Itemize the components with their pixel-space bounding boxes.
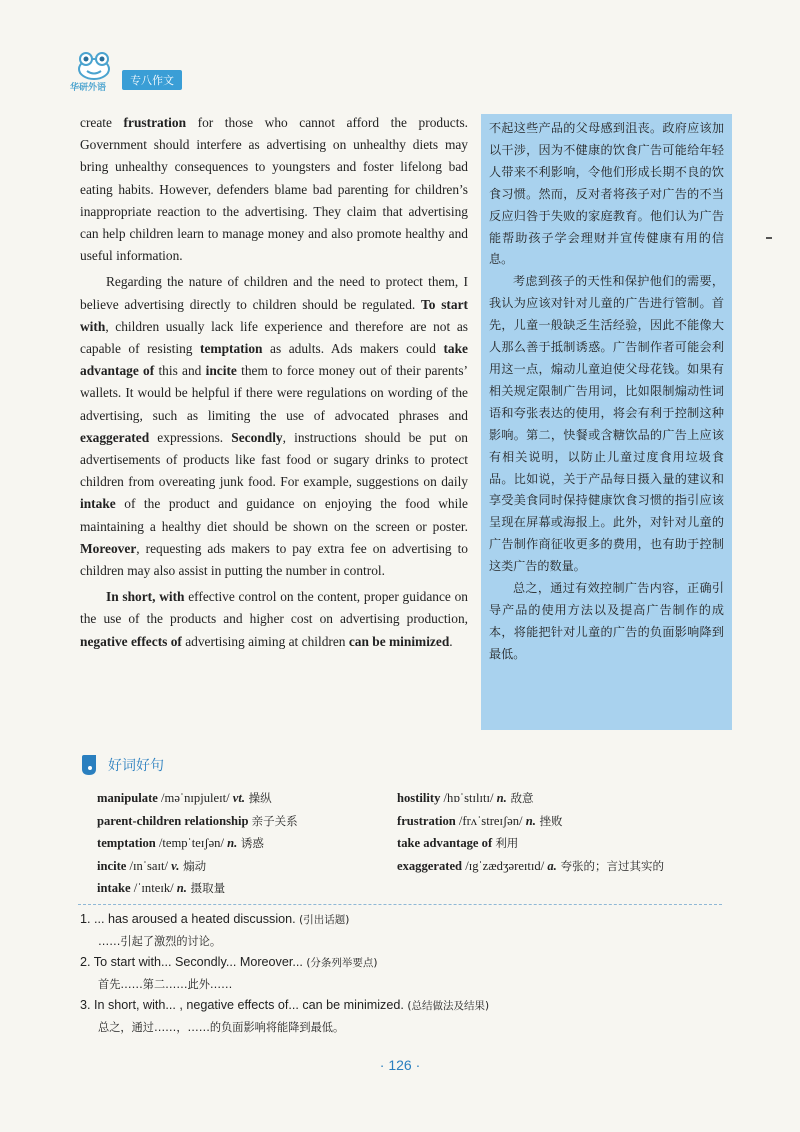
bold-term: frustration [123, 115, 187, 130]
vocab-pos: a. [547, 858, 557, 873]
text-run: of the product and guidance on enjoying the food while maintaining a healthy diet should be shown on the screen or poster. [80, 496, 468, 534]
vocab-meaning: 诱惑 [237, 836, 264, 850]
vocab-word: frustration [397, 813, 456, 828]
vocab-row [97, 832, 737, 855]
text-run: . [449, 633, 453, 649]
vocab-phonetic: /frʌˈstreɪʃən/ [455, 813, 526, 828]
vocab-pos: n. [525, 813, 536, 828]
vocab-item [97, 832, 397, 855]
sentence-cn: 首先……第二……此外…… [98, 978, 233, 991]
essay-paragraph-2 [80, 271, 468, 582]
text-run: them to force money out of their parents’ wallets. It would be helpful if there were regulations on wording of the advertising, such as limiting the use of advocated phrases and [80, 363, 468, 423]
vocab-phonetic: /hɒˈstɪlɪtɪ/ [440, 791, 497, 805]
sentence-item [80, 995, 730, 1038]
vocab-item [97, 787, 397, 810]
vocab-word: intake [97, 881, 131, 895]
vocab-item [97, 855, 397, 878]
vocab-word: take advantage of [397, 836, 493, 850]
useful-sentences [80, 909, 730, 1038]
vocab-meaning: 利用 [495, 836, 519, 850]
vocab-item [397, 787, 737, 810]
bold-term: temptation [200, 341, 263, 357]
divider [78, 904, 722, 905]
bold-term: exaggerated [80, 429, 150, 445]
bold-term: incite [205, 363, 237, 379]
sentence-en: 3. In short, with... , negative effects of... can be minimized. (总结做法及结果) [80, 998, 490, 1012]
text-run: for those who cannot afford the products. Government should interfere as advertising on unhealthy diets may bring unhealthy consequences to youngsters and foster lifelong bad eating habits. However, defenders blame bad parenting for children’s inappropriate reaction to the advertising. They claim that advertising can help children learn to manage money and also promote healthy and useful information. [80, 115, 469, 264]
frog-mascot-icon [70, 50, 118, 82]
text-run: , requesting ads makers to pay extra fee on advertising to children may also assist in putting the number in control. [80, 540, 468, 579]
text-run: as adults. Ads makers could [262, 341, 444, 357]
vocab-pos: n. [176, 881, 187, 895]
translation-box [481, 114, 732, 730]
vocab-item [97, 810, 397, 833]
essay-paragraph-3 [80, 586, 468, 653]
text-run: Regarding the nature of children and the need to protect them, I believe advertising directly to children should be regulated. [80, 274, 468, 312]
bold-term: In short, with [106, 589, 185, 605]
section-title: 好词好句 [108, 758, 164, 774]
logo-text: 华研外语 [70, 82, 107, 92]
text-run: effective control on the content, proper guidance on the use of the products and higher cost on advertising production, [80, 589, 468, 627]
vocab-row [97, 810, 737, 833]
page-number: · 126 · [379, 1057, 421, 1073]
translation-paragraph-2: 考虑到孩子的天性和保护他们的需要，我认为应该对针对儿童的广告进行管制。首先，儿童一般缺乏生活经验，因此不能像大人那么善于抵制诱惑。广告制作者可能会利用这一点，煽动儿童迫使父母花钱。如果有相关规定限制广告用词，比如限制煽动性词语和夸张表达的使用，将会有利于控制这种影响。第二，快餐或含糖饮品的广告上应该有相关说明，以防止儿童过度食用垃圾食品。比如说，关于产品每日摄入量的建议和享受美食同时保持健康饮食习惯的指引应该呈现在屏幕或海报上。此外，对针对儿童的广告制作商征收更多的费用，也有助于控制这类广告的数量。 [489, 274, 724, 574]
vocabulary-list [97, 787, 737, 900]
section-heading [80, 755, 164, 775]
sentence-item [80, 909, 730, 952]
vocab-row [97, 877, 737, 900]
vocab-phonetic: /tempˈteɪʃən/ [155, 836, 228, 850]
sentence-cn: 总之，通过……，……的负面影响将能降到最低。 [98, 1021, 345, 1034]
margin-mark [766, 237, 772, 239]
bold-term: intake [80, 496, 116, 512]
vocab-row [97, 855, 737, 878]
vocab-phonetic: /ɪgˈzædʒəreɪtɪd/ [462, 858, 548, 873]
text-run: advertising aiming at children [181, 633, 349, 649]
vocab-word: manipulate [97, 791, 158, 805]
bookmark-icon [80, 755, 98, 775]
bold-term: can be minimized [348, 633, 450, 649]
section-badge: 专八作文 [122, 70, 182, 90]
page-header [70, 50, 182, 90]
vocab-item [97, 877, 397, 900]
vocab-row [97, 787, 737, 810]
bold-term: take advantage of [80, 341, 468, 379]
vocab-meaning: 煽动 [179, 858, 207, 873]
vocab-word: incite [97, 858, 127, 873]
sentence-item [80, 952, 730, 995]
sentence-en: 1. ... has aroused a heated discussion. (引出话题) [80, 912, 350, 926]
sentence-cn: ……引起了激烈的讨论。 [98, 935, 222, 948]
vocab-phonetic: /ɪnˈsaɪt/ [126, 858, 172, 873]
vocab-word: temptation [97, 836, 156, 850]
bold-term: Moreover [80, 540, 137, 556]
vocab-item [397, 832, 737, 855]
vocab-item [397, 810, 737, 833]
vocab-word: parent-children relationship [97, 813, 249, 828]
vocab-pos: n. [227, 836, 238, 850]
vocab-meaning: 摄取量 [186, 881, 226, 895]
text-run: create [80, 115, 124, 130]
vocab-pos: vt. [232, 791, 245, 805]
vocab-phonetic: /məˈnɪpjuleɪt/ [157, 791, 233, 805]
vocab-meaning: 亲子关系 [251, 813, 298, 828]
bold-term: negative effects of [80, 633, 182, 649]
vocab-meaning: 挫败 [535, 813, 563, 828]
bold-term: Secondly [231, 429, 283, 445]
text-run: this and [154, 363, 206, 379]
vocab-pos: n. [496, 791, 507, 805]
publisher-logo [70, 50, 118, 90]
vocab-word: exaggerated [397, 858, 463, 873]
vocab-meaning: 敌意 [506, 791, 534, 805]
vocab-item [397, 855, 737, 878]
vocab-meaning: 操纵 [245, 791, 272, 805]
vocab-phonetic: /ˈɪnteɪk/ [130, 881, 177, 895]
vocab-pos: v. [171, 858, 180, 873]
essay-text [80, 112, 468, 657]
translation-paragraph-1: 不起这些产品的父母感到沮丧。政府应该加以干涉，因为不健康的饮食广告可能给年轻人带来不利影响，令他们形成长期不良的饮食习惯。然而，反对者将孩子对广告的不当反应归咎于失败的家庭教育。他们认为广告能帮助孩子学会理财并宣传健康有用的信息。 [489, 121, 724, 267]
text-run: , instructions should be put on advertisements of products like fast food or sugary drinks to protect children from overeating junk food. For example, suggestions on daily [80, 429, 468, 490]
text-run: expressions. [149, 429, 232, 445]
translation-paragraph-3: 总之，通过有效控制广告内容，正确引导产品的使用方法以及提高广告制作的成本，将能把针对儿童的广告的负面影响降到最低。 [489, 581, 724, 661]
bold-term: To start with [80, 296, 468, 334]
vocab-word: hostility [397, 791, 441, 805]
sentence-en: 2. To start with... Secondly... Moreover... (分条列举要点) [80, 955, 378, 969]
text-run: , children usually lack life experience and therefore are not as capable of resisting [80, 318, 468, 357]
essay-paragraph-1 [80, 112, 468, 267]
vocab-meaning: 夸张的；言过其实的 [556, 858, 664, 873]
